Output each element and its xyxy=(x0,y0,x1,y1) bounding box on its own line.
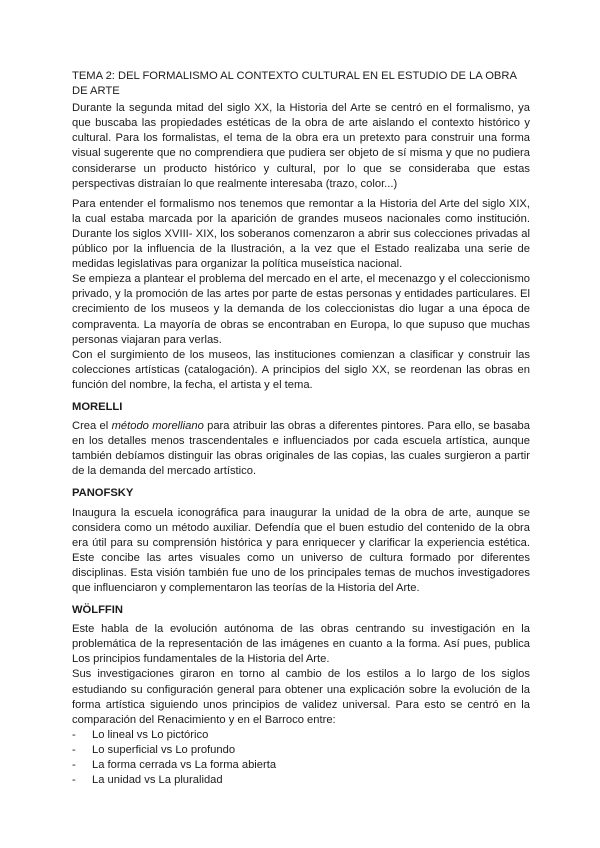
panofsky-paragraph: Inaugura la escuela iconográfica para inaugurar la unidad de la obra de arte, aunque se considera como un método auxiliar. Defendía que el buen estudio del contenido de la obra era útil para su comprensión histórica y para enriquecer y clarificar la experiencia estética. Este concibe las artes visuales como un universo de cultura formado por diferentes disciplinas. Esta visión también fue uno de los principales temas de muchos investigadores que influenciaron y complementaron las teorías de la Historia del Arte. xyxy=(72,506,530,594)
morelli-heading: MORELLI xyxy=(72,400,123,413)
list-item xyxy=(72,728,530,743)
list-item xyxy=(72,758,530,773)
document-title: TEMA 2: DEL FORMALISMO AL CONTEXTO CULTURAL EN EL ESTUDIO DE LA OBRA DE ARTE xyxy=(72,70,517,98)
list-item-text: Lo lineal vs Lo pictórico xyxy=(92,728,209,741)
list-item-text: Lo superficial vs Lo profundo xyxy=(92,743,236,756)
bullet-dash: - xyxy=(72,759,76,772)
list-item xyxy=(72,773,530,788)
wolfflin-paragraph-1: Este habla de la evolución autónoma de las obras centrando su investigación en la problemática de la representación de las imágenes en cuanto a la forma. Así pues, publica Los principios fundamentales de la Historia del Arte. xyxy=(72,623,530,666)
comparison-list xyxy=(72,728,530,788)
wolfflin-paragraph-2: Sus investigaciones giraron en torno al cambio de los estilos a lo largo de los siglos estudiando su configuración general para obtener una explicación sobre la evolución de la forma artística siguiendo unos principios de validez universal. Para esto se centró en la comparación del Renacimiento y en el Barroco entre: xyxy=(72,668,530,726)
morelli-paragraph xyxy=(72,419,530,479)
panofsky-heading: PANOFSKY xyxy=(72,487,134,500)
bullet-dash: - xyxy=(72,728,76,741)
intro-paragraph-1: Durante la segunda mitad del siglo XX, la Historia del Arte se centró en el formalismo, ya que buscaba las propiedades estéticas de la obra de arte aislando el contexto histórico y cultural. Para los formalistas, el tema de la obra era un pretexto para construir una forma visual sugerente que no comprendiera que pudiera ser objeto de sí misma y que no pudiera considerarse un producto histórico y cultural, por lo que se consideraba que estas perspectivas distraían lo que realmente interesaba (trazo, color...) xyxy=(72,102,530,190)
document-page xyxy=(72,69,530,788)
bullet-dash: - xyxy=(72,774,76,787)
intro-paragraph-4: Con el surgimiento de los museos, las instituciones comienzan a clasificar y construir las colecciones artísticas (catalogación). A principios del siglo XX, se reordenan las obras en función del nombre, la fecha, el artista y el tema. xyxy=(72,348,530,391)
list-item-text: La forma cerrada vs La forma abierta xyxy=(92,759,277,772)
list-item-text: La unidad vs La pluralidad xyxy=(92,774,223,787)
intro-paragraph-3: Se empieza a plantear el problema del mercado en el arte, el mecenazgo y el coleccionismo privado, y la promoción de las artes por parte de estas personas y entidades particulares. El crecimiento de los museos y la demanda de los coleccionistas dio lugar a una época de compraventa. La mayoría de obras se encontraban en Europa, lo que supuso que muchas personas viajaran para verlas. xyxy=(72,273,530,346)
morelli-text-end: para atribuir las obras a diferentes pintores. Para ello, se basaba en los detalles menos trascendentales e influenciados por cada escuela artística, aunque también debíamos distinguir las obras originales de las copias, las cuales surgieron a partir de la demanda del mercado artístico. xyxy=(72,420,530,478)
bullet-dash: - xyxy=(72,743,76,756)
morelli-text-start: Crea el xyxy=(72,420,112,433)
wolfflin-heading: WÖLFFIN xyxy=(72,604,123,617)
morelli-method-name: método morelliano xyxy=(111,420,204,433)
list-item xyxy=(72,743,530,758)
intro-paragraph-2: Para entender el formalismo nos tenemos que remontar a la Historia del Arte del siglo XIX, la cual estaba marcada por la aparición de grandes museos nacionales como institución. Durante los siglos XVIII- XIX, los soberanos comenzaron a abrir sus colecciones privadas al público por la influencia de la Ilustración, a la vez que el Estado realizaba una serie de medidas legislativas para organizar la política museística nacional. xyxy=(72,197,530,271)
